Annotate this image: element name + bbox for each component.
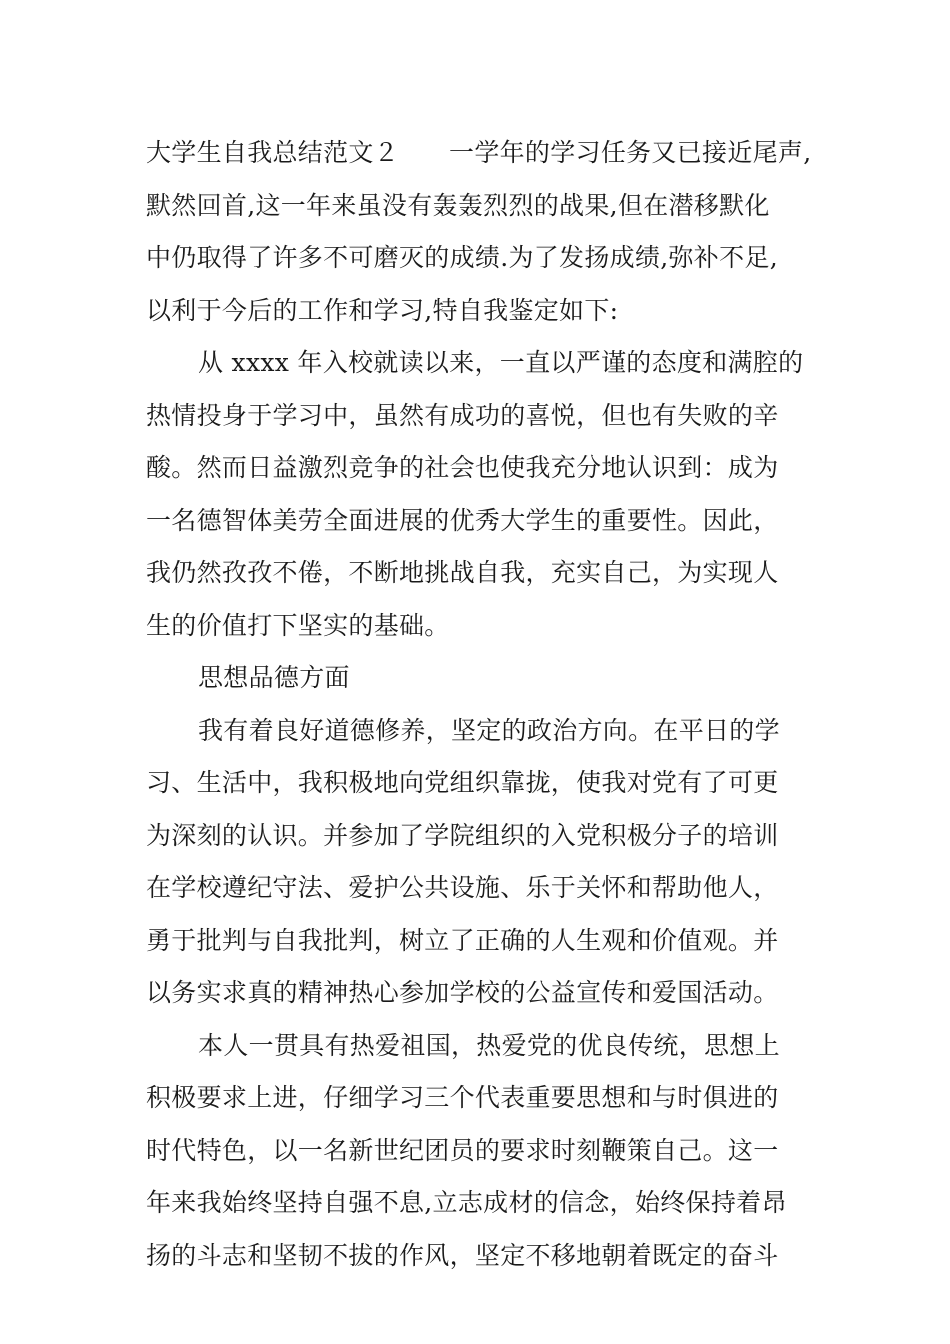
intro-text: 一学年的学习任务又已接近尾声, — [449, 138, 812, 167]
intro-line — [146, 127, 816, 180]
document-title: 大学生自我总结范文２ — [146, 138, 400, 167]
paragraph-line: 时代特色，以一名新世纪团员的要求时刻鞭策自己。这一 — [146, 1135, 779, 1165]
paragraph-line: 热情投身于学习中，虽然有成功的喜悦，但也有失败的辛 — [146, 400, 779, 430]
paragraph-line: 习、生活中，我积极地向党组织靠拢，使我对党有了可更 — [146, 768, 779, 797]
paragraph-line: 酸。然而日益激烈竞争的社会也使我充分地认识到：成为 — [146, 453, 779, 482]
document-body — [146, 127, 816, 1282]
paragraph-line: 以务实求真的精神热心参加学校的公益宣传和爱国活动。 — [146, 978, 779, 1007]
intro-line: 中仍取得了许多不可磨灭的成绩.为了发扬成绩,弥补不足, — [146, 243, 778, 272]
paragraph-line: 从 xxxx 年入校就读以来，一直以严谨的态度和满腔的 — [198, 348, 804, 377]
paragraph-line: 为深刻的认识。并参加了学院组织的入党积极分子的培训 — [146, 820, 779, 850]
paragraph-line: 本人一贯具有热爱祖国，热爱党的优良传统，思想上 — [198, 1030, 780, 1060]
paragraph-line: 在学校遵纪守法、爱护公共设施、乐于关怀和帮助他人， — [146, 873, 779, 902]
paragraph-line: 一名德智体美劳全面进展的优秀大学生的重要性。因此， — [146, 505, 779, 535]
paragraph-line: 扬的斗志和坚韧不拔的作风，坚定不移地朝着既定的奋斗 — [146, 1240, 779, 1270]
paragraph-line: 勇于批判与自我批判，树立了正确的人生观和价值观。并 — [146, 925, 779, 955]
section-heading: 思想品德方面 — [198, 663, 350, 692]
paragraph-line: 我有着良好道德修养，坚定的政治方向。在平日的学 — [198, 715, 780, 745]
paragraph-line: 我仍然孜孜不倦，不断地挑战自我，充实自己，为实现人 — [146, 558, 779, 587]
intro-line: 以利于今后的工作和学习,特自我鉴定如下: — [146, 295, 619, 325]
paragraph-line: 年来我始终坚持自强不息,立志成材的信念，始终保持着昂 — [146, 1188, 787, 1217]
paragraph-line: 生的价值打下坚实的基础。 — [146, 610, 450, 640]
paragraph-line: 积极要求上进，仔细学习三个代表重要思想和与时俱进的 — [146, 1083, 779, 1112]
intro-line: 默然回首,这一年来虽没有轰轰烈烈的战果,但在潜移默化 — [146, 190, 770, 220]
